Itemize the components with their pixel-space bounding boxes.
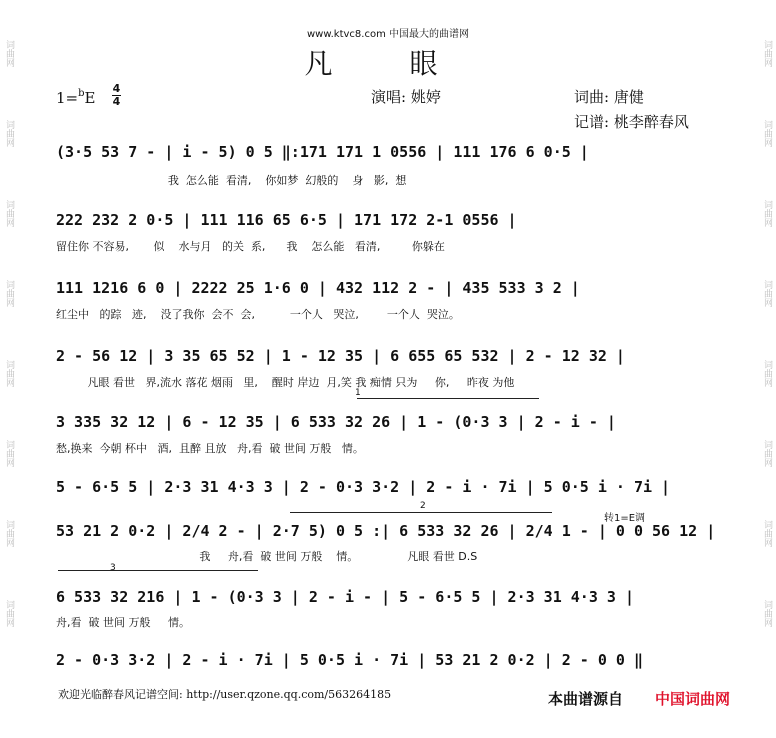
welcome-line: 欢迎光临醉春风记谱空间: http://user.qzone.qq.com/563264185: [58, 688, 392, 701]
watermark-text: 词曲网: [4, 40, 14, 67]
composer-credit: 词曲: 唐健: [574, 88, 644, 106]
score-notes-line: 6 533 32 216 | 1 - (0·3 3 | 2 - i - | 5 - 6·5 5 | 2·3 31 4·3 3 |: [56, 588, 634, 606]
left-watermark-strip: [0, 0, 18, 738]
score-notes-line: 2 - 56 12 | 3 35 65 52 | 1 - 12 35 | 6 655 65 532 | 2 - 12 32 |: [56, 347, 625, 365]
score-notes-line: 5 - 6·5 5 | 2·3 31 4·3 3 | 2 - 0·3 3·2 | 2 - i · 7i | 5 0·5 i · 7i |: [56, 478, 671, 496]
score-lyrics-line: 愁,换来 今朝 杯中 酒, 且醉 且放 舟,看 破 世间 万般 情。: [56, 442, 364, 455]
watermark-text: 词曲网: [4, 600, 14, 627]
watermark-text: 词曲网: [4, 200, 14, 227]
score-lyrics-line: 我 舟,看 破 世间 万般 情。 凡眼 看世 D.S: [56, 550, 478, 563]
score-lyrics-line: 红尘中 的踪 迹, 没了我你 会不 会, 一个人 哭泣, 一个人 哭泣。: [56, 308, 460, 321]
watermark-text: 词曲网: [4, 520, 14, 547]
watermark-text: 词曲网: [762, 360, 772, 387]
key-note: E: [84, 89, 96, 107]
score-notes-line: 111 1216 6 0 | 2222 25 1·6 0 | 432 112 2 - | 435 533 3 2 |: [56, 279, 580, 297]
site-url-line: www.ktvc8.com 中国最大的曲谱网: [306, 29, 469, 40]
volta-2-label: 2: [420, 501, 426, 511]
watermark-text: 词曲网: [762, 200, 772, 227]
watermark-text: 词曲网: [762, 520, 772, 547]
score-notes-line: 2 - 0·3 3·2 | 2 - i · 7i | 5 0·5 i · 7i | 53 21 2 0·2 | 2 - 0 0 ‖: [56, 651, 643, 669]
score-notes-line: (3·5 53 7 - | i - 5) 0 5 ‖:171 171 1 0556 | 111 176 6 0·5 |: [56, 143, 589, 161]
score-lyrics-line: 留住你 不容易, 似 水与月 的关 系, 我 怎么能 看清, 你躲在: [56, 240, 445, 253]
watermark-text: 词曲网: [4, 440, 14, 467]
watermark-text: 词曲网: [762, 600, 772, 627]
modulation-note: 转1=E调: [604, 513, 646, 524]
score-lyrics-line: 凡眼 看世 界,流水 落花 烟雨 里, 醒时 岸边 月,笑 我 痴情 只为 你, 昨夜 为他: [56, 376, 515, 389]
watermark-text: 词曲网: [762, 280, 772, 307]
score-lyrics-line: 舟,看 破 世间 万般 情。: [56, 616, 190, 629]
watermark-text: 词曲网: [4, 120, 14, 147]
score-notes-line: 222 232 2 0·5 | 111 116 65 6·5 | 171 172 2-1 0556 |: [56, 211, 517, 229]
key-flat-sign: b: [78, 88, 85, 99]
meter-top: 4: [112, 82, 121, 95]
singer-credit: 演唱: 姚婷: [371, 88, 441, 106]
right-watermark-strip: [758, 0, 776, 738]
volta-1-label: 1: [355, 388, 361, 398]
time-signature: [112, 84, 121, 107]
song-title: 凡 眼: [304, 47, 472, 80]
key-prefix: 1=: [56, 89, 79, 107]
source-brand-logo: 中国词曲网: [655, 690, 731, 708]
key-signature: [56, 88, 95, 107]
score-notes-line: 53 21 2 0·2 | 2/4 2 - | 2·7 5) 0 5 :| 6 533 32 26 | 2/4 1 - | 0 0 56 12 |: [56, 522, 716, 540]
volta-bracket-2: [290, 512, 552, 513]
score-lyrics-line: 我 怎么能 看清, 你如梦 幻般的 身 影, 想: [56, 174, 407, 187]
watermark-text: 词曲网: [762, 120, 772, 147]
score-notes-line: 3 335 32 12 | 6 - 12 35 | 6 533 32 26 | 1 - (0·3 3 | 2 - i - |: [56, 413, 616, 431]
triplet-label: 3: [110, 563, 116, 573]
source-label: 本曲谱源自: [548, 690, 624, 708]
notation-credit: 记谱: 桃李醉春风: [574, 113, 689, 131]
volta-bracket-1: [357, 398, 539, 399]
watermark-text: 词曲网: [4, 280, 14, 307]
meter-bottom: 4: [112, 95, 121, 108]
watermark-text: 词曲网: [4, 360, 14, 387]
watermark-text: 词曲网: [762, 440, 772, 467]
watermark-text: 词曲网: [762, 40, 772, 67]
triplet-bracket: [58, 570, 258, 571]
